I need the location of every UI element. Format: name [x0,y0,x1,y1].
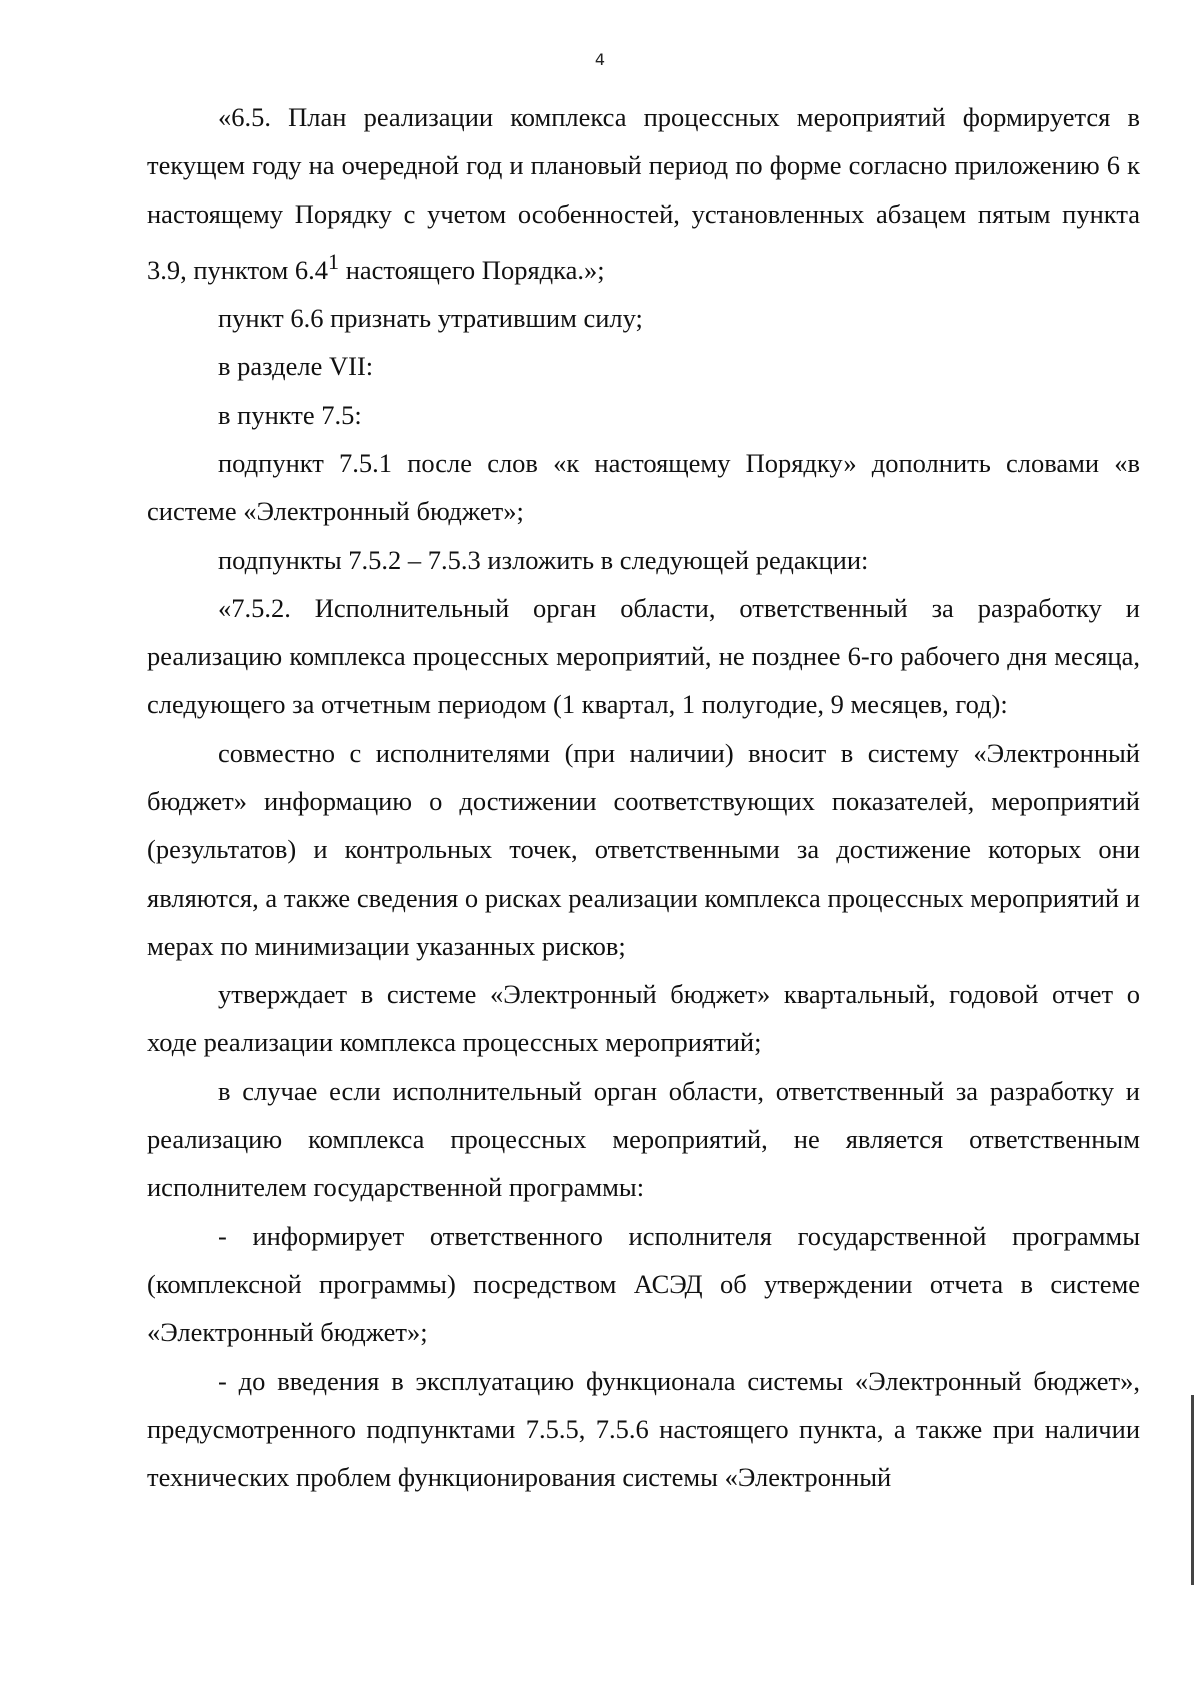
paragraph: в случае если исполнительный орган области, ответственный за разработку и реализацию комплекса процессных мероприятий, не является ответственным исполнителем государственной программы: [147,1075,1140,1203]
paragraph: в пункте 7.5: [218,399,362,430]
paragraph: в разделе VII: [218,351,374,382]
paragraph: - до введения в эксплуатацию функционала системы «Электронный бюджет», предусмотренного подпунктами 7.5.5, 7.5.6 настоящего пункта, а также при наличии технических проблем функционирования системы «Электронный [147,1365,1140,1493]
paragraph-text-continued: настоящего Порядка.»; [339,254,605,285]
superscript-index: 1 [328,248,340,274]
paragraph: пункт 6.6 признать утратившим силу; [218,303,643,334]
document-body [147,93,1140,1501]
paragraph: подпункты 7.5.2 – 7.5.3 изложить в следующей редакции: [218,544,869,575]
paragraph: подпункт 7.5.1 после слов «к настоящему Порядку» дополнить словами «в системе «Электронный бюджет»; [147,447,1140,527]
paragraph-6-5 [147,93,1140,294]
paragraph: «7.5.2. Исполнительный орган области, ответственный за разработку и реализацию комплекса процессных мероприятий, не позднее 6-го рабочего дня месяца, следующего за отчетным периодом (1 квартал, 1 полугодие, 9 месяцев, год): [147,592,1140,720]
paragraph-text: «6.5. План реализации комплекса процессных мероприятий формируется в текущем году на очередной год и плановый период по форме согласно приложению 6 к настоящему Порядку с учетом особенностей, установленных абзацем пятым пункта 3.9, пунктом 6.4 [147,102,1140,285]
paragraph: совместно с исполнителями (при наличии) вносит в систему «Электронный бюджет» информацию о достижении соответствующих показателей, мероприятий (результатов) и контрольных точек, ответственными за достижение которых они являются, а также сведения о рисках реализации комплекса процессных мероприятий и мерах по минимизации указанных рисков; [147,737,1140,961]
paragraph: утверждает в системе «Электронный бюджет» квартальный, годовой отчет о ходе реализации комплекса процессных мероприятий; [147,979,1140,1058]
paragraph: - информирует ответственного исполнителя государственной программы (комплексной программы) посредством АСЭД об утверждении отчета в системе «Электронный бюджет»; [147,1220,1140,1348]
page-number: 4 [594,50,606,69]
scan-edge-mark [1191,1395,1194,1585]
